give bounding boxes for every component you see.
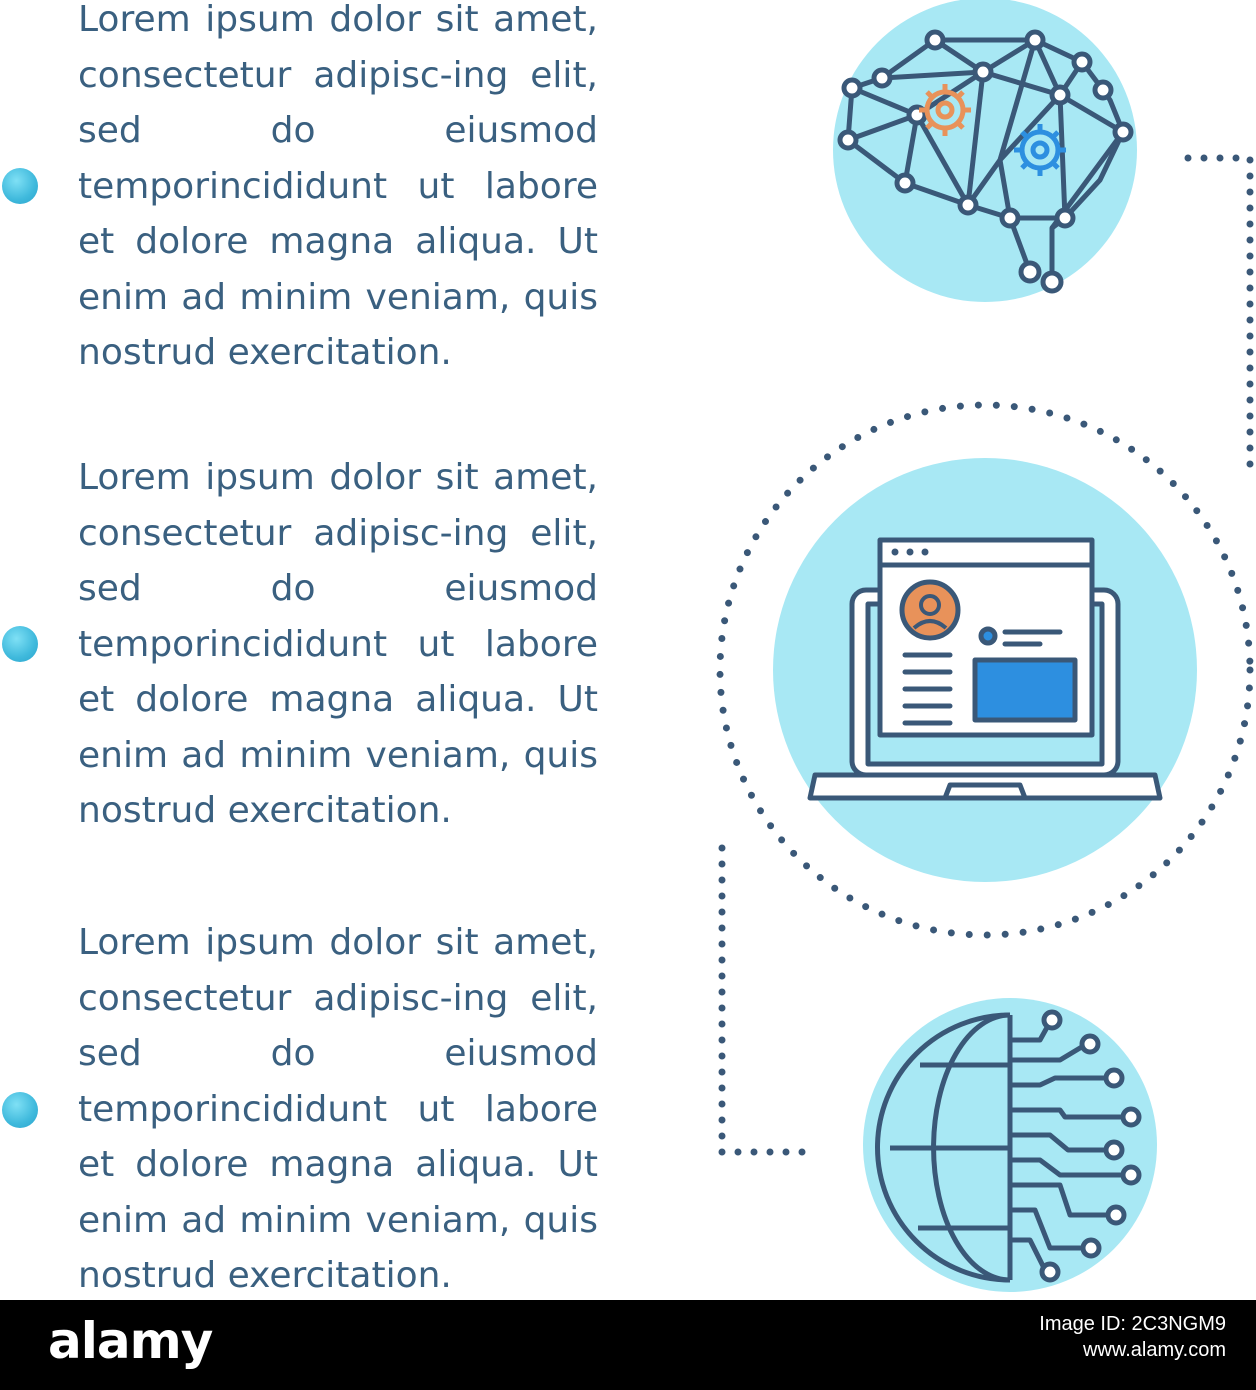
digital-globe-icon xyxy=(863,998,1157,1292)
dotted-connector-bottom xyxy=(722,848,808,1152)
paragraph-2: Lorem ipsum dolor sit amet, consectetur adipisc-ing elit, sed do eiusmod temporincididunt ut labore et dolore magna aliqua. Ut enim ad minim veniam, quis nostrud exercitation. xyxy=(78,457,598,831)
paragraph-3: Lorem ipsum dolor sit amet, consectetur adipisc-ing elit, sed do eiusmod temporincididunt ut labore et dolore magna aliqua. Ut enim ad minim veniam, quis nostrud exercitation. xyxy=(78,922,598,1296)
site-url: www.alamy.com xyxy=(1083,1339,1226,1361)
image-info xyxy=(1039,1311,1226,1363)
paragraph-1: Lorem ipsum dolor sit amet, consectetur adipisc-ing elit, sed do eiusmod temporincididunt ut labore et dolore magna aliqua. Ut enim ad minim veniam, quis nostrud exercitation. xyxy=(78,0,598,373)
image-id: Image ID: 2C3NGM9 xyxy=(1039,1313,1226,1335)
brain-network-icon xyxy=(833,0,1137,302)
dotted-connector-top xyxy=(1188,158,1250,480)
alamy-logo: alamy xyxy=(48,1312,213,1370)
laptop-profile-icon xyxy=(773,458,1197,882)
avatar-icon xyxy=(902,582,958,638)
